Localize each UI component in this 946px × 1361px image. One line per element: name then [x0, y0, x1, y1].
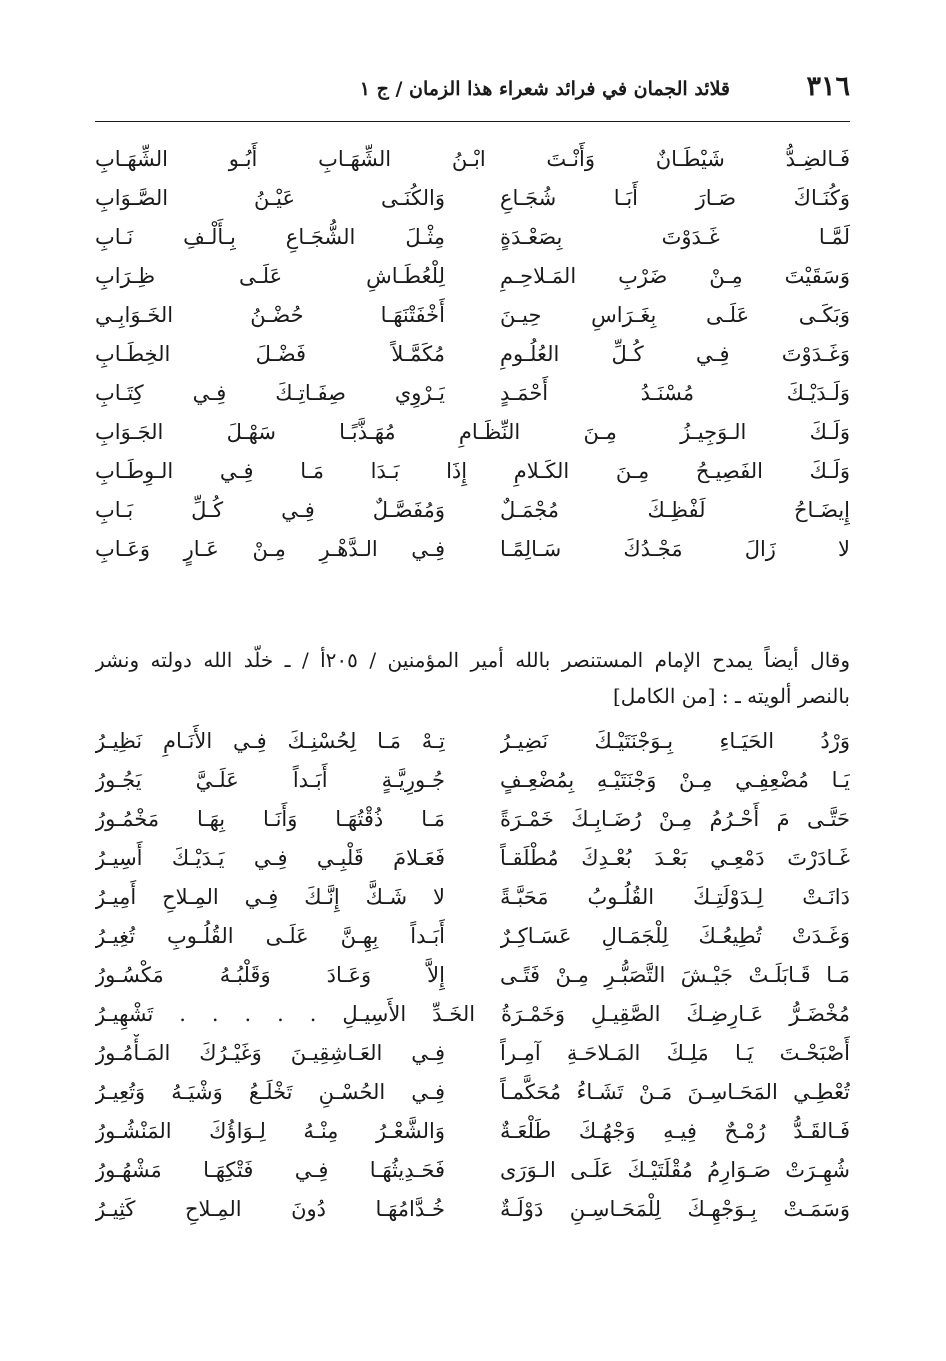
- verse-first-hemistich: غَـادَرْتَ دَمْعِـي بَعْـدَ بُعْـدِكَ مُطْلَقـاً: [500, 846, 850, 870]
- verse-second-hemistich: مَـا ذُقْتُهَـا وَأَنَـا بِهَـا مَخْمُـورُ: [95, 807, 445, 831]
- verse-first-hemistich: فَـالقَـدُّ رُمْـحٌ فِيـهِ وَجْهُـكَ طَلْعَـةٌ: [500, 1119, 850, 1143]
- verse-first-hemistich: وَكُنَـاكَ صَـارَ أَبَـا شُجَـاعِ: [500, 186, 850, 210]
- verse: [95, 218, 850, 257]
- verse-second-hemistich: إِلاَّ وَعَـادَ وَقَلْبُـهُ مَكْسُـورُ: [95, 963, 445, 987]
- verse: [95, 1073, 850, 1112]
- verse-second-hemistich: لِلْعُطَـاشِ عَلَـى ظِـرَابِ: [95, 264, 445, 288]
- verse: [95, 335, 850, 374]
- verse-second-hemistich: تِـهْ مَـا لِحُسْنِـكَ فِـي الأَنَـامِ نَظِيـرُ: [95, 729, 445, 753]
- verse-second-hemistich: وَالكُنَـى عَيْـنُ الصَّـوَابِ: [95, 186, 445, 210]
- verse-first-hemistich: دَانَـتْ لِـدَوْلَتِـكَ القُلُـوبُ مَحَبَّـةً: [500, 885, 850, 909]
- verse-second-hemistich: فِـي الـدَّهْـرِ مِـنْ عَـارٍ وَعَـابِ: [95, 537, 445, 561]
- verse-second-hemistich: أَخْفَتْنَهَـا حُضْـنُ الخَـوَابِـي: [95, 303, 445, 327]
- verse: [95, 878, 850, 917]
- verse-second-hemistich: فِـي الحُسْـنِ تَخْلَـعُ وَشْيَـهُ وَتُعِيـرُ: [95, 1080, 445, 1104]
- verse: [95, 761, 850, 800]
- verse-first-hemistich: وَرْدُ الحَيَـاءِ بِـوَجْنَتَيْـكَ نَضِيـرُ: [500, 729, 850, 753]
- verse-second-hemistich: وَمُفَصَّـلٌ فِـي كُـلِّ بَـابِ: [95, 498, 445, 522]
- verse-full-line: وَلَـكَ الـوَجِيـزُ مِـنَ النِّظَـامِ مُهَـذَّبًـا سَهْـلَ الجَـوَابِ: [95, 420, 850, 444]
- verse-full-line: مُخْضَـرُّ عَـارِضِـكَ الصَّقِيـلِ وَخَمْـرَةُ الخَـدِّ الأَسِيـلِ . . . . . تَشْهِيـرُ: [95, 1002, 850, 1026]
- verse: [95, 722, 850, 761]
- poem-kamil: [95, 722, 850, 1229]
- verse: [95, 413, 850, 452]
- verse: [95, 956, 850, 995]
- verse-second-hemistich: خُـدَّامُهَـا دُونَ المِـلاحِ كَثِيـرُ: [95, 1197, 445, 1221]
- header-rule: [95, 121, 850, 122]
- verse-first-hemistich: وَغَـدَتْ تُطِيعُـكَ لِلْجَمَـالِ عَسَـاكِـرٌ: [500, 924, 850, 948]
- verse: [95, 1034, 850, 1073]
- verse: [95, 179, 850, 218]
- verse-first-hemistich: وَسَمَـتْ بِـوَجْهِـكَ لِلْمَحَـاسِـنِ دَوْلَـةٌ: [500, 1197, 850, 1221]
- verse: [95, 800, 850, 839]
- verse-first-hemistich: أَصْبَحْـتَ يَـا مَلِـكَ المَـلاحَـةِ آمِـراً: [500, 1041, 850, 1065]
- verse-second-hemistich: جُـورِيَّـةٍ أَبَـداً عَلَـيَّ يَجُـورُ: [95, 768, 445, 792]
- verse-first-hemistich: لَمَّـا غَـدَوْتَ بِصَعْـدَةٍ: [500, 225, 850, 249]
- verse-first-hemistich: حَتَّـى مَ أَحْـرُمُ مِـنْ رُضَـابِـكَ خَمْـرَةً: [500, 807, 850, 831]
- page-header: [95, 70, 850, 110]
- verse-first-hemistich: شُهِـرَتْ صَـوَارِمُ مُقْلَتَيْـكَ عَلَـى الـوَرَى: [500, 1158, 850, 1182]
- verse-second-hemistich: فَعَـلامَ قَلْبِـي فِـي يَـدَيْـكَ أَسِيـرُ: [95, 846, 445, 870]
- verse-first-hemistich: لا زَالَ مَجْـدُكَ سَـالِمًـا: [500, 537, 850, 561]
- verse-first-hemistich: وَلَـدَيْـكَ مُسْنَـدُ أَحْمَـدٍ: [500, 381, 850, 405]
- poem-introduction: [95, 642, 850, 714]
- verse: [95, 1112, 850, 1151]
- verse-second-hemistich: فَحَـدِيثُهَـا فِـي فَتْكِهَـا مَشْهُـورُ: [95, 1158, 445, 1182]
- poem-continued: [95, 140, 850, 569]
- verse-first-hemistich: وَغَـدَوْتَ فِـي كُـلِّ العُلُـومِ: [500, 342, 850, 366]
- verse: [95, 257, 850, 296]
- verse-full-line: فَـالضِـدُّ شَيْطَـانٌ وَأَنْـتَ ابْـنُ الشِّهَـابِ أَبُـو الشِّهَـابِ: [95, 147, 850, 171]
- verse-second-hemistich: يَـرْوِي صِفَـاتِـكَ فِـي كِتَـابِ: [95, 381, 445, 405]
- verse-first-hemistich: تُعْطِـي المَحَـاسِـنَ مَـنْ تَشَـاءُ مُحَكَّمـاً: [500, 1080, 850, 1104]
- verse: [95, 1151, 850, 1190]
- verse-full-line: وَلَـكَ الفَصِيـحُ مِـنَ الكَـلامِ إِذَا بَـدَا مَـا فِـي الـوِطَـابِ: [95, 459, 850, 483]
- verse-first-hemistich: يَـا مُضْعِفِـي مِـنْ وَجْنَتَيْـهِ بِمُضْعِـفٍ: [500, 768, 850, 792]
- verse: [95, 839, 850, 878]
- verse-first-hemistich: إِيضَـاحُ لَفْظِـكَ مُجْمَـلٌ: [500, 498, 850, 522]
- verse-second-hemistich: مِثْـلَ الشُّجَـاعِ بِـأَلْـفِ نَـابِ: [95, 225, 445, 249]
- verse: [95, 452, 850, 491]
- intro-line: وقال أيضاً يمدح الإمام المستنصر بالله أمير المؤمنين / ٢٠٥أ / ـ خلّد الله دولته ونشر: [95, 648, 850, 672]
- verse-second-hemistich: أَبَـداً بِهِـنَّ عَلَـى القُلُـوبِ تُغِيـرُ: [95, 924, 445, 948]
- intro-line-meter: بالنصر ألويته ـ : [من الكامل]: [612, 684, 850, 708]
- page-number: ٣١٦: [806, 71, 850, 102]
- verse-second-hemistich: مُكَمَّـلاً فَضْـلَ الخِطَـابِ: [95, 342, 445, 366]
- verse: [95, 1190, 850, 1229]
- verse: [95, 995, 850, 1034]
- verse: [95, 917, 850, 956]
- verse-first-hemistich: مَـا قَـابَلَـتْ جَيْـشَ التَّصَبُّـرِ مِـنْ فَتًـى: [500, 963, 850, 987]
- verse-second-hemistich: فِـي العَـاشِقِيـنَ وَغَيْـرُكَ المَـأْمُـورُ: [95, 1041, 445, 1065]
- verse: [95, 140, 850, 179]
- verse-first-hemistich: وَسَقَيْتَ مِـنْ ضَرْبِ المَـلاحِـمِ: [500, 264, 850, 288]
- verse-first-hemistich: وَبَكَـى عَلَـى بِغَـرَاسِ حِيـنَ: [500, 303, 850, 327]
- verse: [95, 491, 850, 530]
- verse-second-hemistich: لا شَـكَّ إِنَّـكَ فِـي المِـلاحِ أَمِيـرُ: [95, 885, 445, 909]
- verse: [95, 296, 850, 335]
- verse: [95, 530, 850, 569]
- running-title: قلائد الجمان في فرائد شعراء هذا الزمان / ج ١: [359, 78, 730, 100]
- verse: [95, 374, 850, 413]
- verse-second-hemistich: وَالشَّعْـرُ مِنْـهُ لِـوَاؤُكَ المَنْشُـورُ: [95, 1119, 445, 1143]
